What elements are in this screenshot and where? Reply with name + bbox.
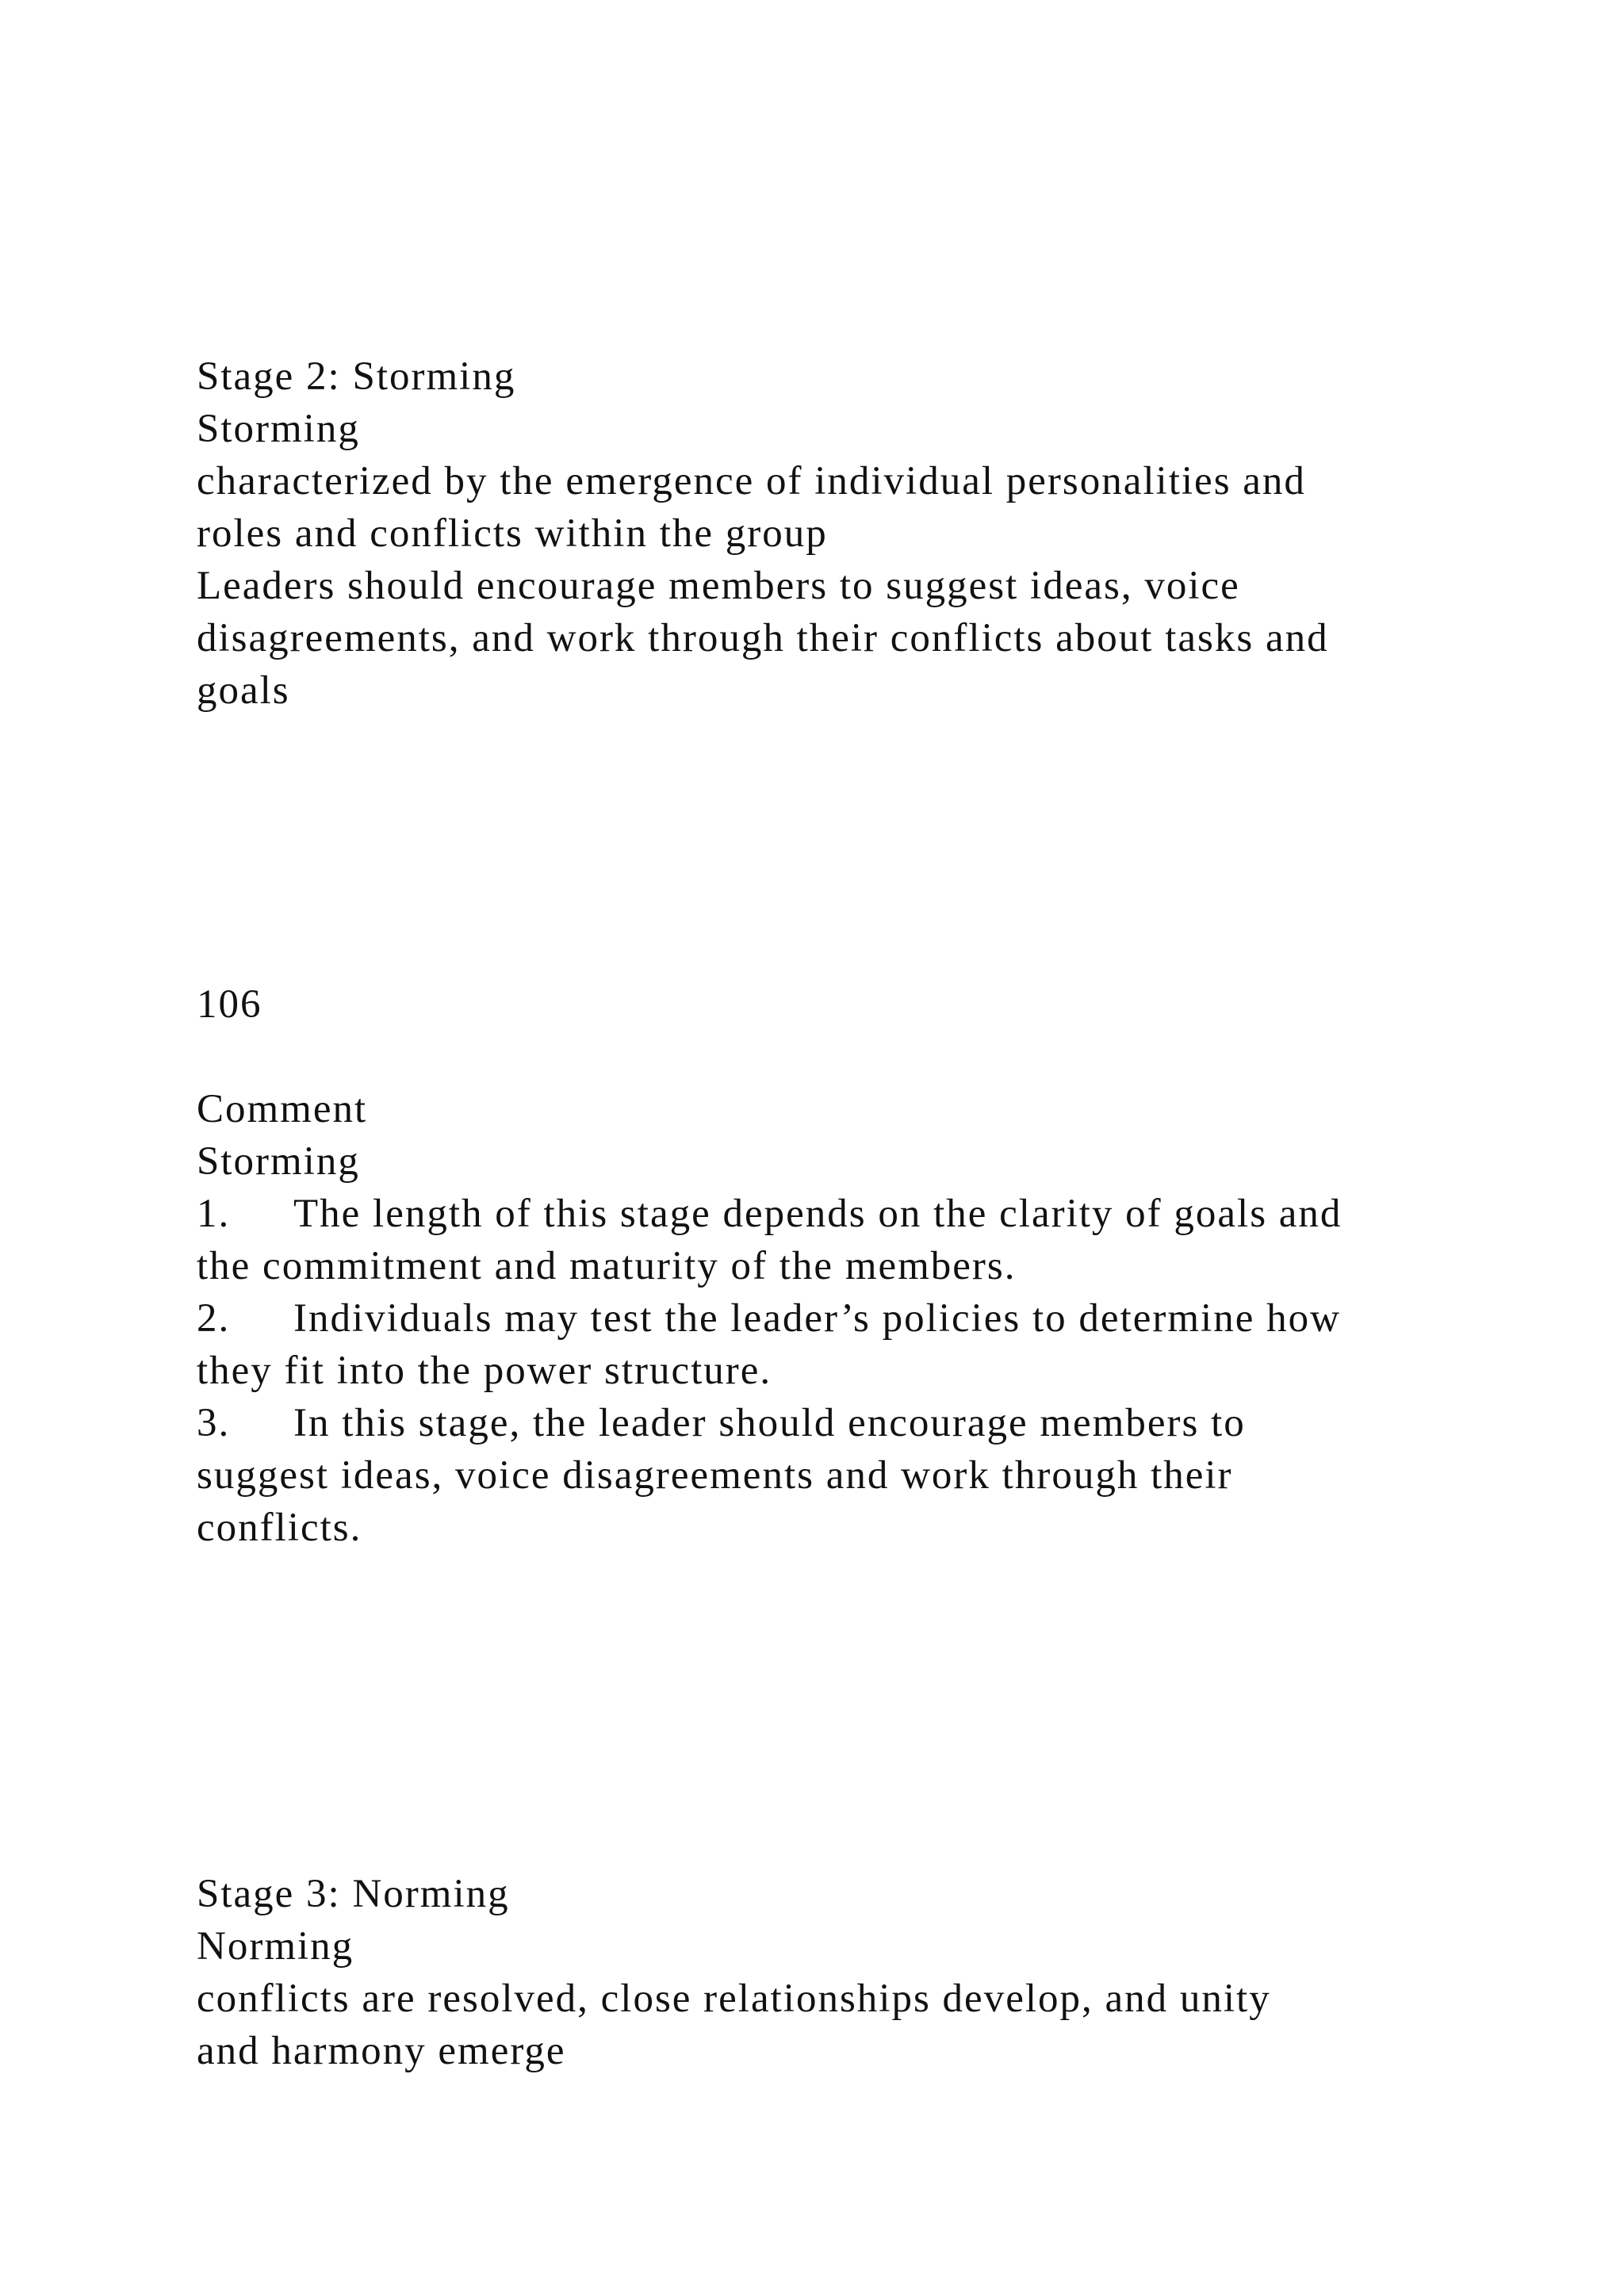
list-item bbox=[197, 1194, 1342, 1234]
list-item-number: 3. bbox=[197, 1401, 231, 1445]
norming-subheading: Norming bbox=[197, 1924, 354, 1969]
list-item-number: 1. bbox=[197, 1192, 231, 1236]
body-line: roles and conflicts within the group bbox=[197, 511, 828, 556]
list-item-number: 2. bbox=[197, 1296, 231, 1341]
stage-3-heading: Stage 3: Norming bbox=[197, 1872, 510, 1916]
list-item-continuation: conflicts. bbox=[197, 1506, 362, 1550]
comment-heading: Comment bbox=[197, 1087, 368, 1131]
stage-2-heading: Stage 2: Storming bbox=[197, 354, 516, 399]
list-item bbox=[197, 1403, 1246, 1444]
storming-subheading: Storming bbox=[197, 1139, 360, 1184]
list-item-text: Individuals may test the leader’s policies to determine how bbox=[293, 1296, 1341, 1341]
list-item-text: In this stage, the leader should encourage members to bbox=[293, 1401, 1246, 1445]
body-line: characterized by the emergence of individual personalities and bbox=[197, 459, 1306, 503]
list-item-continuation: they fit into the power structure. bbox=[197, 1349, 772, 1393]
list-item-text: The length of this stage depends on the clarity of goals and bbox=[293, 1192, 1342, 1236]
body-line: Leaders should encourage members to suggest ideas, voice bbox=[197, 564, 1240, 608]
list-item-continuation: suggest ideas, voice disagreements and work through their bbox=[197, 1453, 1233, 1498]
list-item bbox=[197, 1296, 1341, 1341]
body-line: conflicts are resolved, close relationships develop, and unity bbox=[197, 1976, 1271, 2021]
list-item-continuation: the commitment and maturity of the members. bbox=[197, 1244, 1017, 1288]
body-line: disagreements, and work through their conflicts about tasks and bbox=[197, 616, 1329, 660]
page-number: 106 bbox=[197, 982, 262, 1027]
body-line: and harmony emerge bbox=[197, 2029, 566, 2073]
body-line: goals bbox=[197, 668, 290, 713]
storming-subheading: Storming bbox=[197, 407, 360, 451]
